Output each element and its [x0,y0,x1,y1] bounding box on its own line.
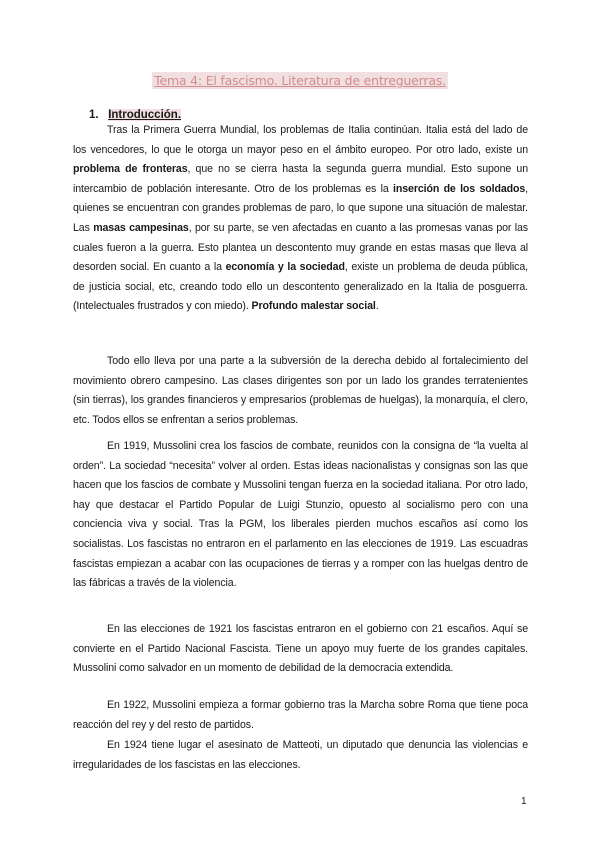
paragraph-1 [73,121,528,317]
p1-text-3: , quienes se encuentran con grandes problemas de paro, lo que supone una situación de malestar. Las [73,182,528,234]
p1-bold-soldados: inserción de los soldados [393,182,526,195]
p1-bold-fronteras: problema de fronteras [73,163,188,176]
p4-text: En las elecciones de 1921 los fascistas entraron en el gobierno con 21 escaños. Aquí se convierte en el Partido Nacional Fascista. Tiene un apoyo muy fuerte de los grandes capitales. Mussolini como salvador en un momento de debilidad de la democracia extendida. [73,623,528,675]
p1-text-1: Tras la Primera Guerra Mundial, los problemas de Italia continúan. Italia está del lado de los vencedores, lo que le otorga un mayor peso en el ámbito europeo. Por otro lado, existe un [73,124,528,156]
p1-bold-economia: economía y la sociedad [225,261,345,274]
document-title [0,72,600,90]
p3-text: En 1919, Mussolini crea los fascios de combate, reunidos con la consigna de “la vuelta al orden”. La sociedad “necesita” volver al orden. Estas ideas nacionalistas y consignas son las que hacen que los fascios de combate y Mussolini tengan fuerza en la sociedad italiana. Por otro lado, hay que destacar el Partido Popular de Luigi Stunzio, opuesto al socialismo pero con una conciencia viva y social. Tras la PGM, los liberales pierden muchos escaños así como los socialistas. Los fascistas no entraron en el parlamento en las elecciones de 1919. Las escuadras fascistas empiezan a acabar con las ocupaciones de tierras y a romper con las huelgas dentro de las fábricas a través de la violencia. [73,440,528,590]
paragraph-5 [73,696,528,735]
page-number: 1 [521,796,527,807]
p1-bold-malestar: Profundo malestar social [251,300,376,313]
p1-text-2: , que no se cierra hasta la segunda guerra mundial. Esto supone un intercambio de población interesante. Otro de los problemas es la [73,163,528,195]
p1-text-6: . [375,300,379,313]
paragraph-2 [73,352,528,430]
p2-text: Todo ello lleva por una parte a la subversión de la derecha debido al fortalecimiento del movimiento obrero campesino. Las clases dirigentes son por un lado los grandes terratenientes (sin tierras), los grandes financieros y empresarios (problemas de huelgas), la monarquía, el clero, etc. Todos ellos se enfrentan a serios problemas. [73,355,528,426]
paragraph-4 [73,620,528,679]
section-label: Introducción. [108,109,182,121]
section-heading [89,109,181,121]
section-number: 1. [89,109,99,121]
p1-text-5: , existe un problema de deuda pública, de justicia social, etc, creando todo ello un descontento generalizado en la Italia de posguerra. (Intelectuales frustrados y con miedo). [73,261,528,313]
p6-text: En 1924 tiene lugar el asesinato de Matteoti, un diputado que denuncia las violencias e irregularidades de los fascistas en las elecciones. [73,739,528,771]
p5-text: En 1922, Mussolini empieza a formar gobierno tras la Marcha sobre Roma que tiene poca reacción del rey y del resto de partidos. [73,699,528,731]
paragraph-3 [73,437,528,594]
p1-bold-masas: masas campesinas [93,221,189,234]
paragraph-6 [73,736,528,775]
title-text: Tema 4: El fascismo. Literatura de entreguerras. [154,73,446,88]
p1-text-4: , por su parte, se ven afectadas en cuanto a las promesas vanas por las cuales fueron a la guerra. Esto plantea un descontento muy grande en estas masas que lleva al desorden social. En cuanto a la [73,221,528,274]
